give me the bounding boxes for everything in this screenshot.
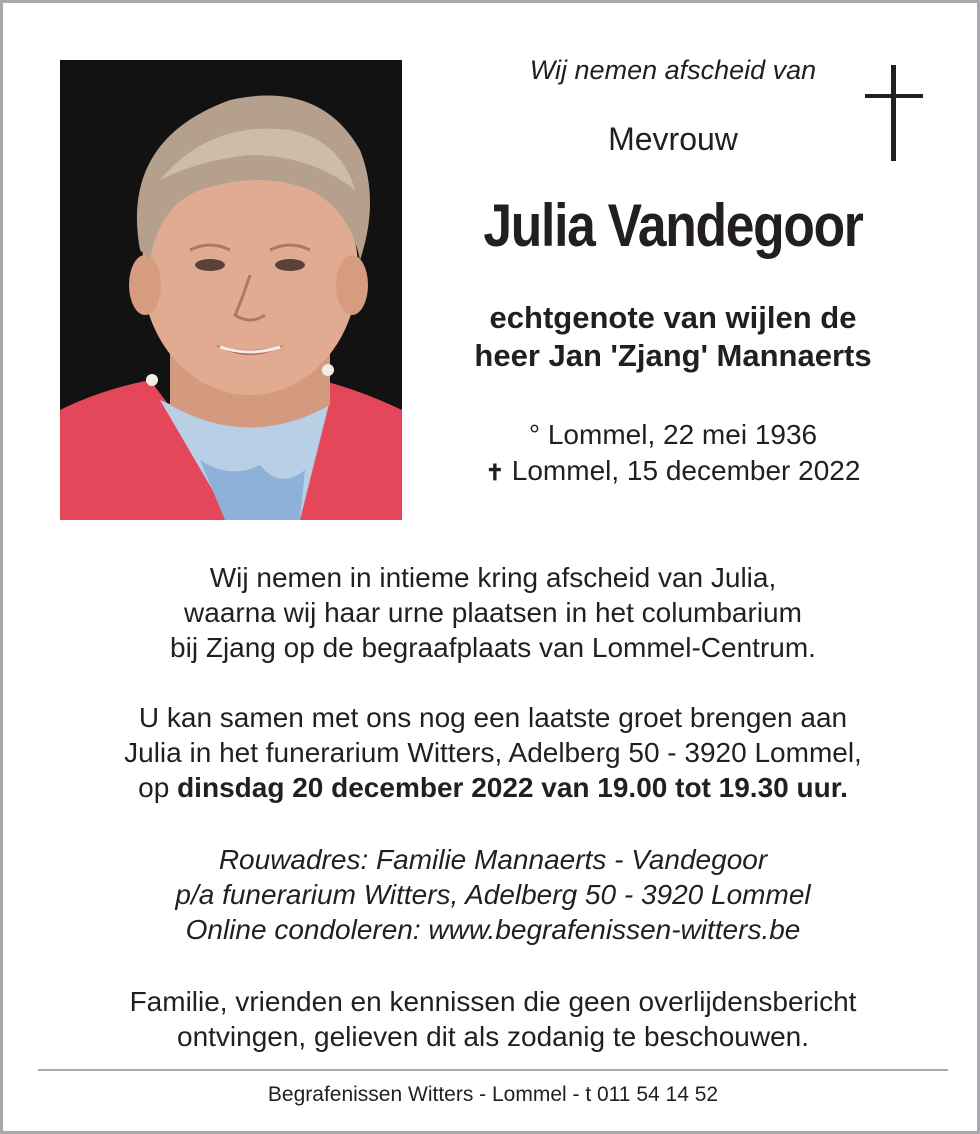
birth-date: Lommel, 22 mei 1936 bbox=[547, 419, 818, 450]
deceased-name: Julia Vandegoor bbox=[483, 192, 863, 259]
spouse-line-2: heer Jan 'Zjang' Mannaerts bbox=[474, 338, 872, 373]
portrait-illustration bbox=[60, 60, 402, 520]
condolence-link[interactable]: Online condoleren: www.begrafenissen-witters.be bbox=[185, 914, 801, 945]
address-line-1: Rouwadres: Familie Mannaerts - Vandegoor bbox=[218, 844, 768, 875]
notice-paragraph bbox=[23, 984, 963, 1054]
ceremony-line-3: bij Zjang op de begraafplaats van Lommel-Centrum. bbox=[170, 632, 816, 663]
visitation-line-2: Julia in het funerarium Witters, Adelberg 50 - 3920 Lommel, bbox=[124, 737, 862, 768]
address-paragraph bbox=[23, 842, 963, 947]
footer-contact: Begrafenissen Witters - Lommel - t 011 54 14 52 bbox=[267, 1083, 719, 1106]
birth-date-line bbox=[433, 417, 913, 453]
death-date-line bbox=[433, 453, 913, 491]
notice-line-2: ontvingen, gelieven dit als zodanig te beschouwen. bbox=[177, 1021, 809, 1052]
dagger-icon: ✝ bbox=[485, 460, 504, 485]
ceremony-line-1: Wij nemen in intieme kring afscheid van Julia, bbox=[209, 562, 777, 593]
honorific-title: Mevrouw bbox=[608, 121, 738, 157]
life-dates bbox=[433, 417, 913, 491]
visitation-line-3 bbox=[23, 770, 963, 805]
notice-line-1: Familie, vrienden en kennissen die geen overlijdensbericht bbox=[129, 986, 857, 1017]
ceremony-paragraph bbox=[23, 560, 963, 665]
latin-cross-icon bbox=[865, 65, 923, 161]
portrait-photo bbox=[60, 60, 402, 520]
birth-symbol: ° bbox=[528, 419, 541, 450]
spouse-info bbox=[423, 299, 923, 375]
visitation-datetime: dinsdag 20 december 2022 van 19.00 tot 19.30 uur. bbox=[177, 772, 848, 803]
ceremony-line-2: waarna wij haar urne plaatsen in het columbarium bbox=[184, 597, 802, 628]
intro-text: Wij nemen afscheid van bbox=[529, 55, 817, 85]
death-date: Lommel, 15 december 2022 bbox=[511, 455, 861, 486]
spouse-line-1: echtgenote van wijlen de bbox=[489, 300, 857, 335]
address-line-2: p/a funerarium Witters, Adelberg 50 - 3920 Lommel bbox=[175, 879, 811, 910]
visitation-line-1: U kan samen met ons nog een laatste groet brengen aan bbox=[138, 702, 848, 733]
footer-divider bbox=[38, 1069, 948, 1071]
visitation-prefix: op bbox=[138, 772, 170, 803]
visitation-paragraph bbox=[23, 700, 963, 805]
